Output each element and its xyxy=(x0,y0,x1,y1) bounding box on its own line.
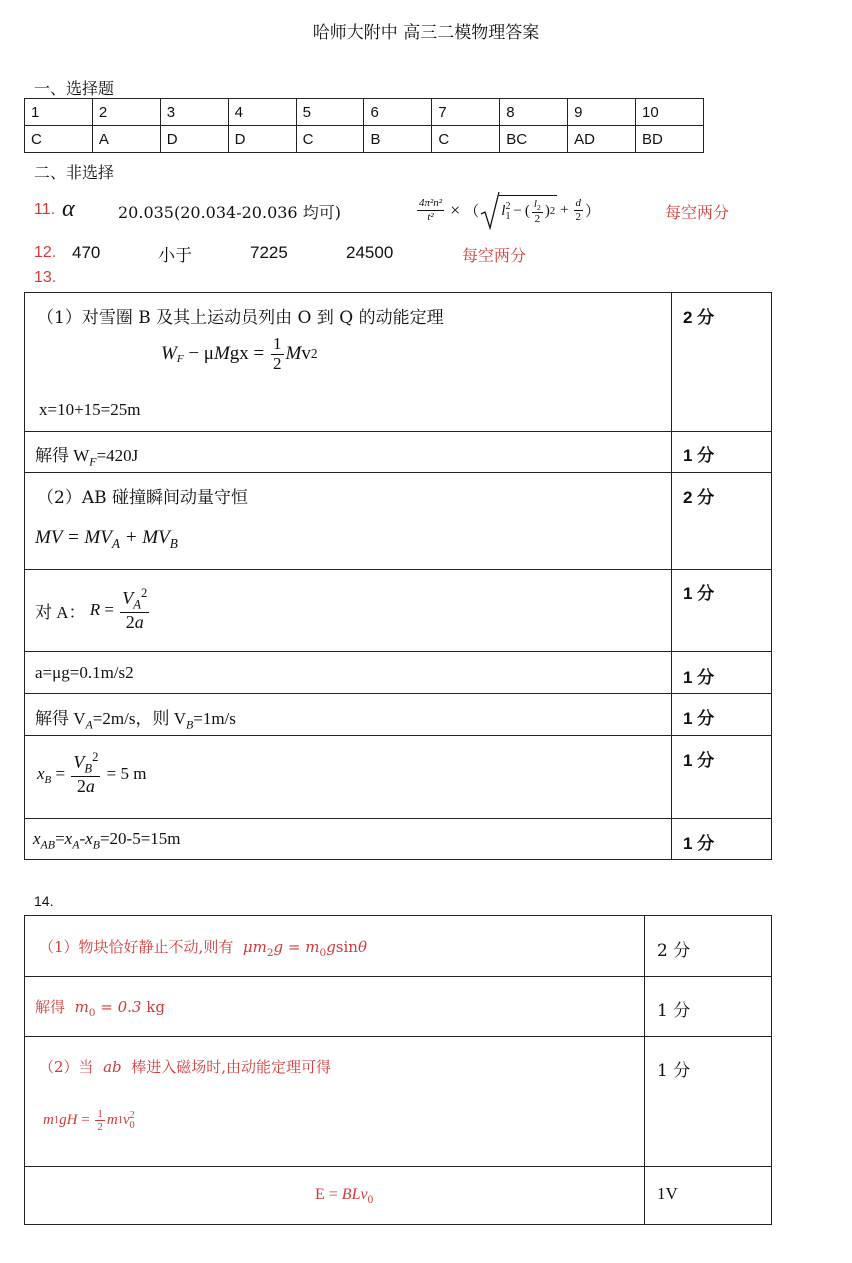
q13-distance-ab: $x_{AB}=x_A-x_B=20-5=15m$ xyxy=(33,829,181,852)
q11-score-note: 每空两分 xyxy=(665,203,730,222)
row-text-prefix: （1）物块恰好静止不动,则有 xyxy=(39,938,234,956)
score-label: 1 分 xyxy=(683,834,715,853)
answer-cell: B xyxy=(364,126,432,153)
q11-alpha-answer: α xyxy=(62,196,75,222)
q12-number: 12. xyxy=(34,244,57,261)
table-row xyxy=(25,126,704,153)
q13-solution-table xyxy=(24,292,772,860)
momentum-equation: MV = $MV_A + MV_B$ xyxy=(35,527,178,551)
question-number: 8 xyxy=(500,99,568,126)
q14-emf-equation: E = BLv$_0$ xyxy=(315,1186,374,1207)
q13-number: 13. xyxy=(34,269,57,286)
row-text-tail: 棒进入磁场时,由动能定理可得 xyxy=(131,1058,331,1076)
question-number: 7 xyxy=(432,99,500,126)
q14-energy-equation: m 1 gH = $\frac{1}{2}$ m 1 v 2 0 xyxy=(43,1108,135,1134)
question-number: 3 xyxy=(160,99,228,126)
row-text-prefix: （2）当 xyxy=(39,1058,94,1076)
q13-step2-text: （2）AB 碰撞瞬间动量守恒 xyxy=(37,488,248,508)
row-divider xyxy=(25,735,771,736)
score-label: 1 分 xyxy=(683,584,715,603)
question-number: 9 xyxy=(568,99,636,126)
row-text-tail: =20-5=15m xyxy=(99,829,181,848)
q13-acceleration: a=μg=0.1m/s2 xyxy=(35,663,134,682)
answer-cell: BD xyxy=(636,126,704,153)
answer-cell: D xyxy=(228,126,296,153)
row-divider xyxy=(25,818,771,819)
q13-radius-equation: 对 A： R = $\frac{V_A^2}{2a}$ xyxy=(35,586,148,633)
kinetic-energy-equation: W $_F$ − μ M gx = $\frac{1}{2}$ M v 2 xyxy=(161,334,318,373)
answer-cell: AD xyxy=(568,126,636,153)
column-divider xyxy=(644,916,645,1224)
answer-cell: C xyxy=(296,126,364,153)
row-text-tail: = 5 m xyxy=(106,764,147,784)
answer-cell: C xyxy=(432,126,500,153)
row-text-tail: =420J xyxy=(96,446,139,465)
q14-step2-text: （2）当 ab 棒进入磁场时,由动能定理可得 xyxy=(39,1058,331,1076)
row-divider xyxy=(25,569,771,570)
q14-mass-result: 解得 $m_0 = 0.3$ kg xyxy=(35,998,165,1019)
q13-work-result xyxy=(35,441,138,469)
score-label: 1 分 xyxy=(683,668,715,687)
section-nonchoice-heading: 二、非选择 xyxy=(34,163,115,182)
answer-cell: BC xyxy=(500,126,568,153)
row-divider xyxy=(25,431,771,432)
q12-score-note: 每空两分 xyxy=(462,246,527,265)
column-divider xyxy=(671,293,672,859)
choice-answer-table xyxy=(24,98,704,153)
formula-fraction: $\frac{\text{4π²n²}}{\text{t²}}$ xyxy=(419,197,443,223)
row-divider xyxy=(25,472,771,473)
q14-number: 14. xyxy=(34,893,54,909)
answer-cell: A xyxy=(92,126,160,153)
score-label: 1 分 xyxy=(683,751,715,770)
q12-answer-4: 24500 xyxy=(346,243,394,262)
row-text-mid: =2m/s，则 V xyxy=(92,709,186,728)
q13-velocity-result: 解得 $V_A=2m/s$，则 $V_B=1m/s$ xyxy=(35,709,236,732)
q12-answer-1: 470 xyxy=(72,243,101,262)
table-row xyxy=(25,99,704,126)
q13-step1-text: （1）对雪圈 B 及其上运动员列由 O 到 Q 的动能定理 xyxy=(37,308,444,328)
score-label: 2 分 xyxy=(657,941,691,961)
q13-distance-b: x $_B$ = $\frac{V_B^2}{2a}$ = 5 m xyxy=(37,750,147,797)
question-number: 5 xyxy=(296,99,364,126)
row-text-prefix: 解得 xyxy=(35,998,66,1016)
row-divider xyxy=(25,651,771,652)
row-text-prefix: E = xyxy=(315,1186,338,1203)
score-label: 1 分 xyxy=(683,446,715,465)
row-text-prefix: 解得 V xyxy=(35,709,86,728)
q14-solution-table xyxy=(24,915,772,1225)
question-number: 6 xyxy=(364,99,432,126)
question-number: 10 xyxy=(636,99,704,126)
row-text-tail: =1m/s xyxy=(193,709,236,728)
score-label: 2 分 xyxy=(683,488,715,507)
q11-number: 11. xyxy=(34,201,56,218)
q14-step1-text: （1）物块恰好静止不动,则有 $\mu m_2g = m_0gsin\theta$ xyxy=(39,938,367,959)
sqrt-sign-icon xyxy=(479,190,501,230)
score-label: 1 分 xyxy=(657,1001,691,1021)
row-divider xyxy=(25,1166,771,1167)
score-label: 2 分 xyxy=(683,308,715,327)
row-text-prefix: 对 A： xyxy=(35,602,86,622)
row-subscript: F xyxy=(89,454,97,469)
question-number: 4 xyxy=(228,99,296,126)
question-number: 1 xyxy=(25,99,93,126)
page-title: 哈师大附中 高三二模物理答案 xyxy=(312,23,540,43)
q12-answer-3: 7225 xyxy=(250,243,288,262)
q13-distance-line: x=10+15=25m xyxy=(39,400,141,419)
q11-value-answer: 20.035(20.034-20.036 均可) xyxy=(118,203,341,222)
q12-answer-2: 小于 xyxy=(158,246,192,266)
answer-cell: D xyxy=(160,126,228,153)
q11-formula: $\frac{\text{4π²n²}}{\text{t²}}$ × （ l 2 1 − ( $\frac{l_2}{2}$ ) 2 + $\frac{d}{2}$ ） xyxy=(415,190,600,230)
row-divider xyxy=(25,693,771,694)
score-label: 1 分 xyxy=(657,1061,691,1081)
row-divider xyxy=(25,976,771,977)
row-text-prefix: 解得 W xyxy=(35,446,90,465)
answer-cell: C xyxy=(25,126,93,153)
score-label: 1V xyxy=(657,1184,678,1203)
score-label: 1 分 xyxy=(683,709,715,728)
row-divider xyxy=(25,1036,771,1037)
question-number: 2 xyxy=(92,99,160,126)
section-choice-heading: 一、选择题 xyxy=(34,79,115,98)
